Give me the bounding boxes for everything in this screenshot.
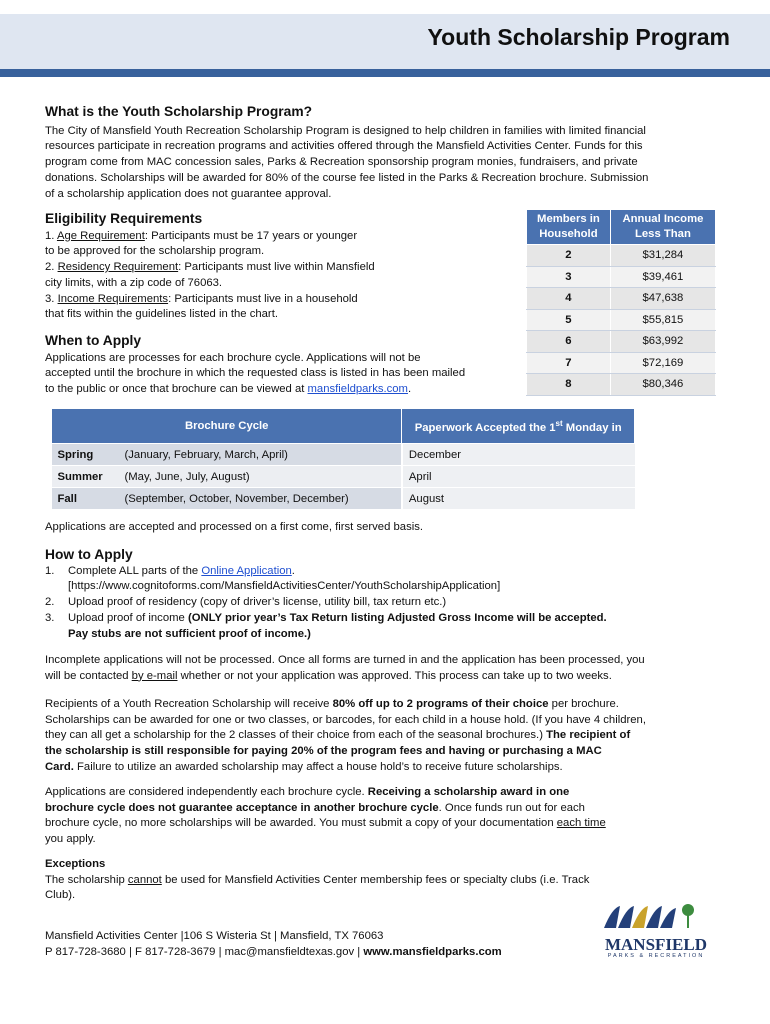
how-list [45,564,725,643]
list-item: 3. Upload proof of income (ONLY prior year’s Tax Return listing Adjusted Gross Income will be accepted. Pay stubs are not sufficient proof of income.) [45,611,607,640]
cycle-col-paperwork: Paperwork Accepted the 1st Monday in [402,409,635,444]
logo-subtitle: PARKS & RECREATION [607,953,705,959]
what-line: donations. Scholarships will be awarded for 80% of the course fee listed in the Parks & Recreation brochure. Submission [45,171,649,184]
incomplete-section: Incomplete applications will not be processed. Once all forms are turned in and the application has been processed, you will be contacted by e-mail whether or not your application was approved. This process can take up to two weeks. [45,654,645,682]
eligibility-item: 1. Age Requirement: Participants must be 17 years or younger [45,229,358,242]
footer-address: Mansfield Activities Center |106 S Wisteria St | Mansfield, TX 76063 [45,930,384,942]
income-table [526,209,716,396]
table-row: 2 $31,284 [527,245,716,267]
application-url: [https://www.cognitoforms.com/MansfieldActivitiesCenter/YouthScholarshipApplication] [68,580,501,593]
table-row: 6 $63,992 [527,331,716,353]
table-row: 3 $39,461 [527,266,716,288]
page-title: Youth Scholarship Program [427,24,730,50]
logo-name: MANSFIELD [604,935,707,954]
how-section [45,547,725,642]
mansfieldparks-link[interactable]: mansfieldparks.com [307,383,408,396]
what-line: of a scholarship application does not guarantee approval. [45,187,332,200]
exceptions-heading: Exceptions [45,858,106,870]
table-row: Fall (September, October, November, December) August [52,488,635,510]
what-section [45,104,725,202]
list-item: 1. Complete ALL parts of the Online Application. [https://www.cognitoforms.com/MansfieldActivitiesCenter/YouthScholarshipApplication] [45,564,501,593]
eligibility-item-cont: that fits within the guidelines listed in the chart. [45,308,278,321]
header-rule [0,69,770,77]
footer-website: www.mansfieldparks.com [363,945,502,958]
when-section [45,333,520,398]
cycle-col-brochure: Brochure Cycle [52,409,402,444]
exceptions-section: Exceptions The scholarship cannot be used for Mansfield Activities Center membership fees or specialty clubs (i.e. Track Club). [45,857,725,904]
footer-contact: P 817-728-3680 | F 817-728-3679 | mac@mansfieldtexas.gov | www.mansfieldparks.com [45,945,502,958]
logo-mark-icon [600,898,712,934]
when-line: to the public or once that brochure can be viewed at mansfieldparks.com. [45,383,412,396]
online-application-link[interactable]: Online Application [201,564,292,577]
table-row: 8 $80,346 [527,374,716,396]
email-link[interactable]: by e-mail [131,669,178,682]
eligibility-heading: Eligibility Requirements [45,211,203,226]
list-item: 2. Upload proof of residency (copy of driver’s license, utility bill, tax return etc.) [45,596,447,609]
table-row: 5 $55,815 [527,309,716,331]
eligibility-item: 3. Income Requirements: Participants must live in a household [45,292,358,305]
how-heading: How to Apply [45,547,133,562]
eligibility-item: 2. Residency Requirement: Participants must live within Mansfield [45,261,375,274]
first-come-text: Applications are accepted and processed on a first come, first served basis. [45,521,424,533]
table-row: 7 $72,169 [527,352,716,374]
table-row: 4 $47,638 [527,288,716,310]
table-row: Summer (May, June, July, August) April [52,466,635,488]
table-row: Spring (January, February, March, April) December [52,444,635,466]
what-line: program come from MAC concession sales, Parks & Recreation sponsorship program monies, fundraisers, and private [45,156,638,169]
what-line: resources participate in recreation programs and activities offered through the Mansfield Activities Center. Funds for this [45,140,643,153]
independent-section: Applications are considered independently each brochure cycle. Receiving a scholarship award in one brochure cycle does not guarantee acceptance in another brochure cycle. Once funds run out for each brochure cycle, no more scholarships will be awarded. You must submit a copy of your documentation each time you apply. [45,786,606,846]
eligibility-section [45,211,515,323]
income-col-annual: Annual Income Less Than [610,210,715,245]
mansfield-logo [600,898,712,958]
header-banner [0,14,770,69]
eligibility-item-cont: city limits, with a zip code of 76063. [45,276,223,289]
brochure-cycle-table [51,408,635,510]
recipients-section: Recipients of a Youth Recreation Scholarship will receive 80% off up to 2 programs of their choice per brochure. Scholarships can be awarded for one or two classes, or barcodes, for each child in a house hold. (If you have 4 children, they can all get a scholarship for the 2 classes of their choice from each of the seasonal brochures.) The recipient of the scholarship is still responsible for paying 20% of the program fees and having or purchasing a MAC Card. Failure to utilize an awarded scholarship may affect a house hold’s to receive future scholarships. [45,698,646,773]
when-line: Applications are processes for each brochure cycle. Applications will not be [45,351,421,364]
when-line: accepted until the brochure in which the requested class is listed in has been mailed [45,367,466,380]
what-heading: What is the Youth Scholarship Program? [45,104,313,119]
eligibility-item-cont: to be approved for the scholarship program. [45,245,265,258]
what-line: The City of Mansfield Youth Recreation Scholarship Program is designed to help children in families with limited financial [45,124,646,137]
when-heading: When to Apply [45,333,142,348]
income-col-members: Members in Household [527,210,611,245]
